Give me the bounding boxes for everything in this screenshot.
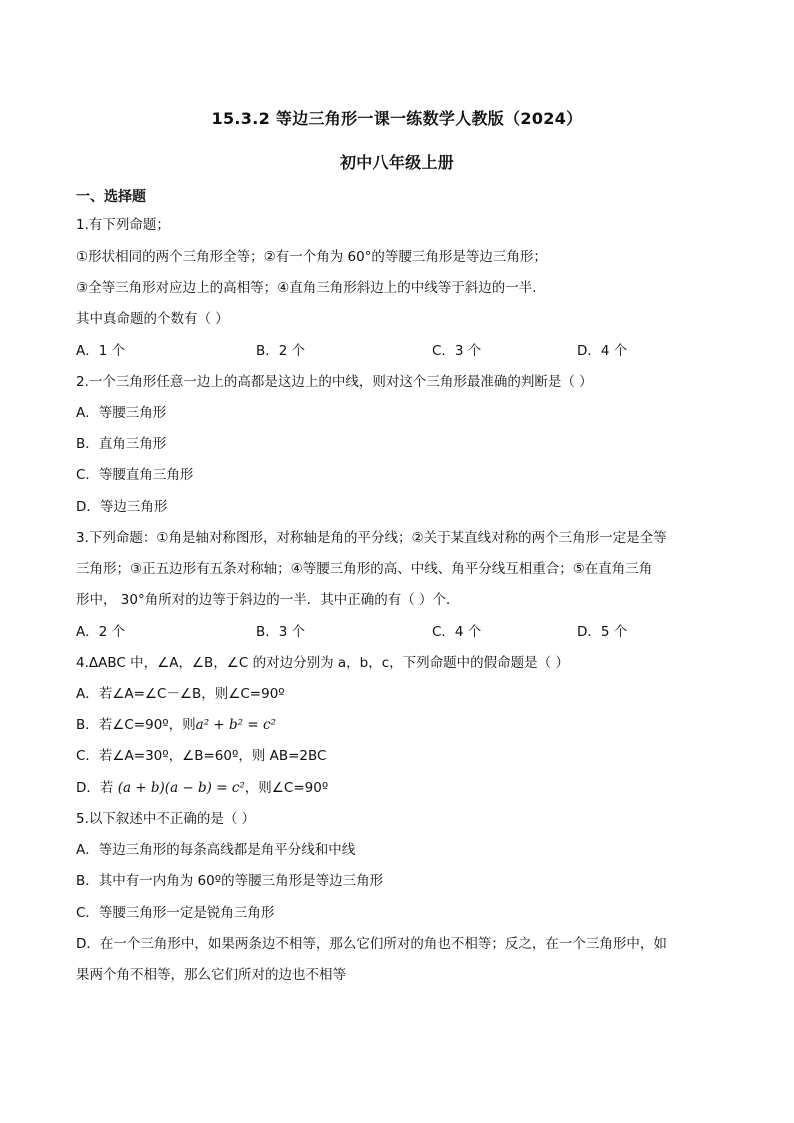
q4-option-d-text: D．若 [76, 780, 118, 796]
q5-option-d-line-2: 果两个角不相等，那么它们所对的边也不相等 [76, 967, 346, 983]
q4-option-d [76, 778, 328, 798]
q4-option-c: C．若∠A=30º，∠B=60º，则 AB=2BC [76, 748, 327, 764]
q1-statement-line-2: ③全等三角形对应边上的高相等；④直角三角形斜边上的中线等于斜边的一半． [76, 280, 546, 296]
q4-option-b-formula: a² + b² = c² [195, 717, 276, 733]
q2-option-b: B．直角三角形 [76, 436, 167, 452]
q3-stem-line-3: 形中， 30°角所对的边等于斜边的一半．其中正确的有（ ）个． [76, 592, 460, 608]
document-subtitle: 初中八年级上册 [339, 153, 455, 172]
q1-statement-line-1: ①形状相同的两个三角形全等；②有一个角为 60°的等腰三角形是等边三角形； [76, 249, 547, 265]
q1-option-b: B．2 个 [256, 343, 306, 359]
q4-stem: 4.ΔABC 中，∠A，∠B，∠C 的对边分别为 a，b，c，下列命题中的假命题是（ ） [76, 655, 569, 671]
q4-option-d-condition: ，则∠C=90º [244, 780, 329, 796]
q1-stem: 1.有下列命题； [76, 217, 170, 233]
q3-option-b: B．3 个 [256, 624, 306, 640]
q2-option-c: C．等腰直角三角形 [76, 467, 194, 483]
q3-stem-line-1: 3.下列命题：①角是轴对称图形，对称轴是角的平分线；②关于某直线对称的两个三角形一定是全等 [76, 530, 667, 546]
q3-option-c: C．4 个 [432, 624, 482, 640]
q4-option-d-formula: (a + b)(a − b) = c² [117, 780, 245, 796]
q3-stem-line-2: 三角形；③正五边形有五条对称轴；④等腰三角形的高、中线、角平分线互相重合；⑤在直角三角 [76, 561, 653, 577]
q1-option-d: D．4 个 [577, 343, 628, 359]
section-heading: 一、选择题 [76, 189, 146, 205]
q5-option-b: B．其中有一内角为 60º的等腰三角形是等边三角形 [76, 873, 384, 889]
q1-option-a: A．1 个 [76, 343, 126, 359]
q3-option-d: D．5 个 [577, 624, 628, 640]
q5-option-c: C．等腰三角形一定是锐角三角形 [76, 905, 275, 921]
q1-prompt: 其中真命题的个数有（ ） [76, 311, 229, 327]
q2-option-d: D．等边三角形 [76, 499, 168, 515]
q2-option-a: A．等腰三角形 [76, 405, 167, 421]
q3-option-a: A．2 个 [76, 624, 126, 640]
q4-option-b-text: B．若∠C=90º，则 [76, 717, 196, 733]
q1-option-c: C．3 个 [432, 343, 482, 359]
document-title: 15.3.2 等边三角形一课一练数学人教版（2024） [211, 109, 583, 128]
q2-stem: 2.一个三角形任意一边上的高都是这边上的中线，则对这个三角形最准确的判断是（ ） [76, 374, 593, 390]
q4-option-b [76, 715, 276, 735]
q5-option-a: A．等边三角形的每条高线都是角平分线和中线 [76, 842, 356, 858]
q5-stem: 5.以下叙述中不正确的是（ ） [76, 811, 256, 827]
q4-option-a: A．若∠A=∠C－∠B，则∠C=90º [76, 686, 285, 702]
q5-option-d-line-1: D．在一个三角形中，如果两条边不相等，那么它们所对的角也不相等；反之，在一个三角形中，如 [76, 936, 667, 952]
